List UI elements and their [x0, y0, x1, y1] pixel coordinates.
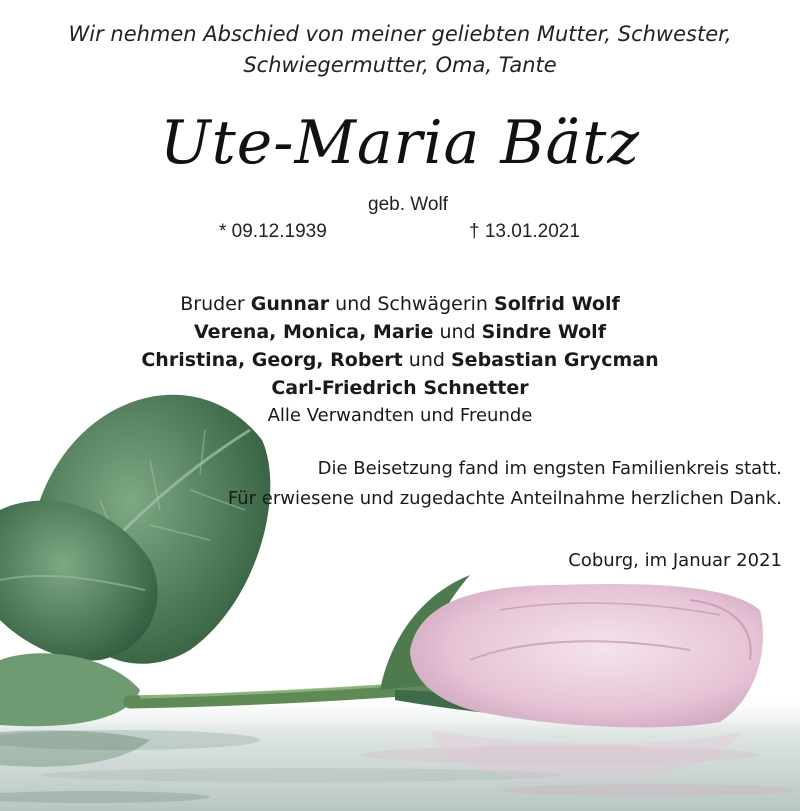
- place-date: Coburg, im Januar 2021: [568, 550, 782, 571]
- rose-bloom: [410, 584, 763, 727]
- family-name: Sindre Wolf: [481, 321, 606, 343]
- family-text: und Schwägerin: [329, 293, 495, 315]
- family-line-5: Alle Verwandten und Freunde: [267, 405, 533, 426]
- burial-note: Die Beisetzung fand im engsten Familienkreis statt.: [317, 458, 782, 479]
- family-text: und: [433, 321, 482, 343]
- intro-line-1: Wir nehmen Abschied von meiner geliebten Mutter, Schwester,: [68, 22, 732, 46]
- family-name: Sebastian Grycman: [451, 349, 659, 371]
- birth-date: * 09.12.1939: [219, 221, 327, 242]
- family-text: Bruder: [180, 293, 251, 315]
- family-line-2: [0, 321, 800, 343]
- family-line-4: [0, 377, 800, 399]
- family-name: Gunnar: [250, 293, 330, 315]
- family-name: Carl-Friedrich Schnetter: [271, 377, 529, 399]
- family-line-3: [0, 349, 800, 371]
- deceased-name: Ute-Maria Bätz: [160, 108, 640, 178]
- death-date: † 13.01.2021: [469, 221, 580, 242]
- thanks-note: Für erwiesene und zugedachte Anteilnahme herzlichen Dank.: [227, 488, 782, 509]
- family-name: Solfrid Wolf: [494, 293, 620, 315]
- intro-line-2: Schwiegermutter, Oma, Tante: [243, 53, 557, 77]
- family-name: Verena, Monica, Marie: [194, 321, 434, 343]
- family-name: Christina, Georg, Robert: [141, 349, 403, 371]
- maiden-name: geb. Wolf: [368, 194, 448, 215]
- family-text: und: [402, 349, 451, 371]
- family-line-1: [0, 293, 800, 315]
- rose-artwork: [0, 360, 800, 811]
